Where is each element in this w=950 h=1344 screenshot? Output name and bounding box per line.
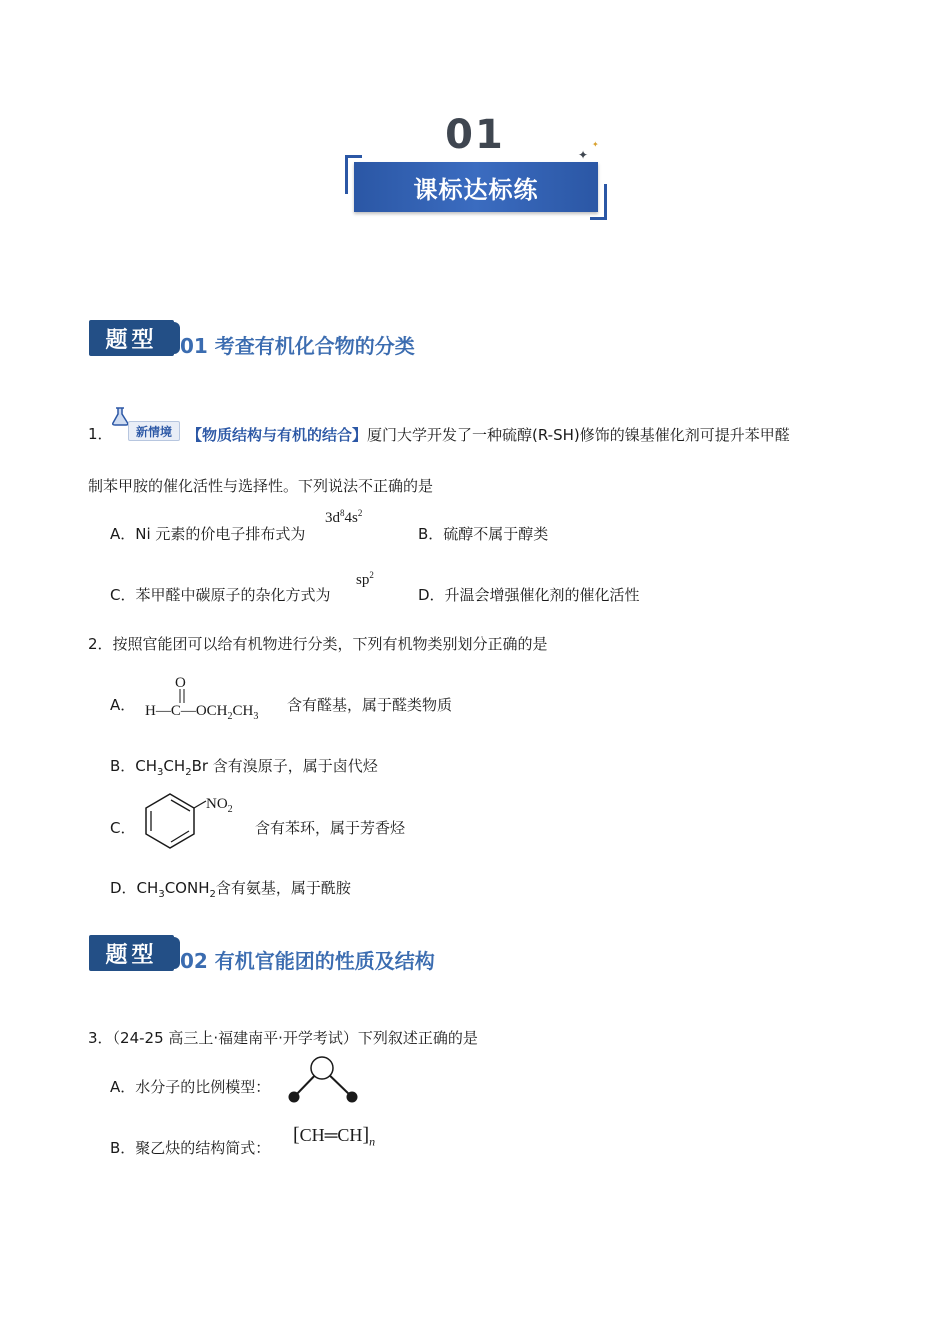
electron-config: $3d^84s^2$ [325, 508, 363, 526]
new-context-badge: 新情境 [128, 421, 180, 441]
question-tag: 【物质结构与有机的结合】 [187, 426, 368, 444]
option-a: A．水分子的比例模型： [110, 1078, 271, 1096]
option-a-label: A． [110, 696, 136, 714]
option-a-text: 含有醛基，属于醛类物质 [287, 696, 453, 714]
polyacetylene-formula: $[CH═CH]_n$ [293, 1124, 376, 1149]
option-b: B．硫醇不属于醇类 [418, 525, 549, 543]
option-c-text: 含有苯环，属于芳香烃 [255, 819, 406, 837]
banner-number: 01 [445, 112, 505, 158]
section-title: 02 有机官能团的性质及结构 [180, 949, 435, 973]
question-stem: 厦门大学开发了一种硫醇(R-SH)修饰的镍基催化剂可提升苯甲醛 [367, 426, 790, 444]
section-badge: 题型 [89, 320, 174, 356]
hybridization: $sp^2$ [356, 570, 374, 588]
option-c: C．苯甲醛中碳原子的杂化方式为 [110, 586, 331, 604]
sparkle-small-icon: ✦ [592, 140, 599, 149]
water-molecule-model [284, 1054, 364, 1106]
banner-title: 课标达标练 [354, 162, 598, 212]
option-b: B．聚乙炔的结构简式： [110, 1139, 271, 1157]
nitro-group: $NO_2$ [206, 796, 233, 815]
question-number: 1． [88, 425, 113, 443]
question-stem-line2: 制苯甲胺的催化活性与选择性。下列说法不正确的是 [88, 477, 434, 495]
option-b: B．$CH_3CH_2Br$ 含有溴原子，属于卤代烃 [110, 757, 378, 778]
question-2-stem: 2．按照官能团可以给有机物进行分类，下列有机物类别划分正确的是 [88, 635, 548, 653]
sparkle-icon: ✦ [578, 148, 589, 162]
option-a: A．Ni 元素的价电子排布式为 [110, 525, 306, 543]
section-badge: 题型 [89, 935, 174, 971]
question-3-stem: 3．（24-25 高三上·福建南平·开学考试）下列叙述正确的是 [88, 1029, 478, 1047]
ester-structure: $H—C—OCH_2CH_3$ [145, 703, 259, 722]
section-title: 01 考查有机化合物的分类 [180, 334, 415, 358]
carbonyl-oxygen: O [175, 675, 186, 691]
option-d: D．升温会增强催化剂的催化活性 [418, 586, 640, 604]
option-c-label: C． [110, 819, 136, 837]
option-d: D．$CH_3CONH_2$含有氨基，属于酰胺 [110, 879, 351, 900]
